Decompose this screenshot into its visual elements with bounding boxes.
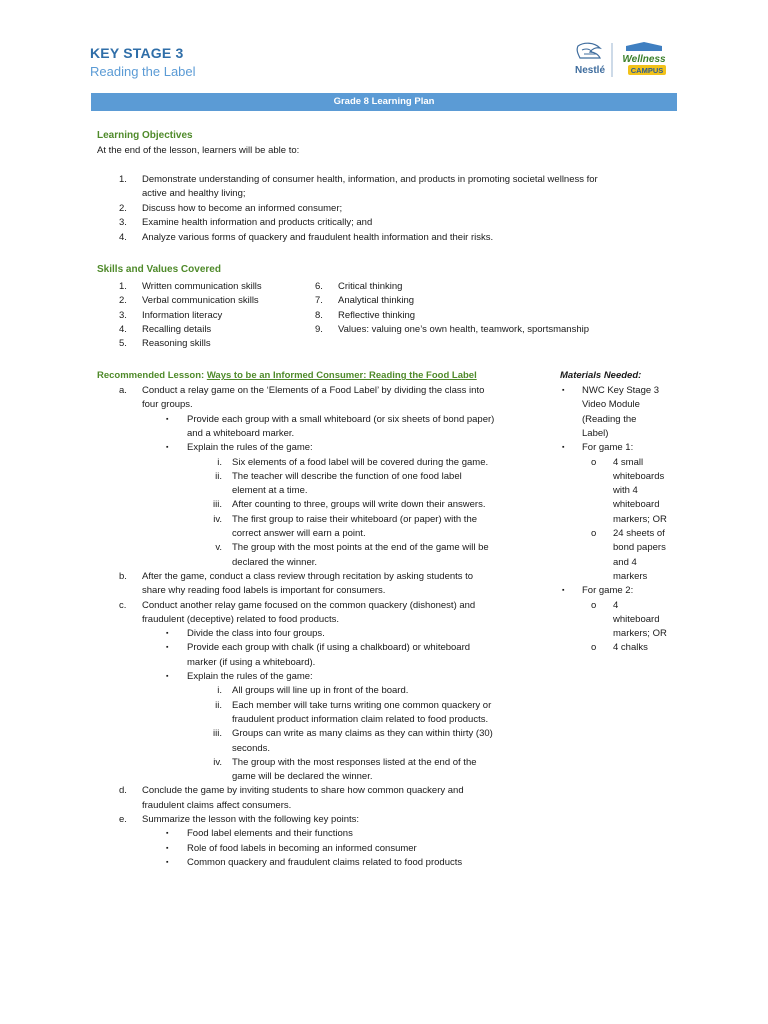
square-bullet-icon: ▪ xyxy=(166,444,169,452)
svg-text:CAMPUS: CAMPUS xyxy=(630,66,664,75)
material-text: 24 sheets of xyxy=(613,528,665,539)
skill-number: 9. xyxy=(315,323,323,335)
key-stage-title: KEY STAGE 3 xyxy=(90,45,184,61)
objective-text: Demonstrate understanding of consumer health, information, and products in promoting societal wellness for xyxy=(142,174,598,185)
skill-item: Analytical thinking xyxy=(338,295,415,307)
material-text: For game 1: xyxy=(582,442,634,454)
wellness-campus-badge xyxy=(622,42,666,75)
square-bullet-icon: ▪ xyxy=(562,444,565,452)
recommended-lesson-heading xyxy=(97,370,477,381)
circle-bullet-icon: o xyxy=(591,528,597,539)
nestle-wordmark: Nestlé xyxy=(575,65,606,76)
roman-numeral: iv. xyxy=(213,513,222,525)
material-text: markers xyxy=(613,570,648,582)
lesson-text: Conclude the game by inviting students to share how common quackery and xyxy=(142,785,464,797)
material-text: with 4 xyxy=(613,485,638,497)
lesson-text: seconds. xyxy=(232,742,271,754)
skill-number: 5. xyxy=(119,338,127,350)
material-text: and 4 xyxy=(613,556,637,568)
lesson-text: Conduct another relay game focused on the common quackery (dishonest) and xyxy=(142,599,476,611)
material-text: NWC Key Stage 3 xyxy=(582,385,660,396)
objective-text: Examine health information and products critically; and xyxy=(142,217,373,229)
square-bullet-icon: ▪ xyxy=(562,387,565,394)
lesson-text: Provide each group with chalk (if using a chalkboard) or whiteboard xyxy=(187,642,471,654)
skill-number: 4. xyxy=(119,323,127,335)
material-text: 4 xyxy=(613,599,619,611)
square-bullet-icon: ▪ xyxy=(166,830,169,838)
material-text: (Reading the xyxy=(582,413,637,425)
lesson-text: After counting to three, groups will write down their answers. xyxy=(232,499,486,511)
lesson-text: Provide each group with a small whiteboard (or six sheets of bond paper) xyxy=(187,413,495,425)
square-bullet-icon: ▪ xyxy=(562,587,565,595)
material-text: For game 2: xyxy=(582,585,634,597)
lesson-text: Each member will take turns writing one common quackery or xyxy=(232,699,492,711)
recommended-lesson-label: Recommended Lesson: xyxy=(97,370,207,381)
material-text: bond papers xyxy=(613,542,666,554)
roman-numeral: iii. xyxy=(213,499,222,511)
objective-number: 1. xyxy=(119,174,127,185)
lesson-text: Explain the rules of the game: xyxy=(187,442,313,454)
objective-number: 2. xyxy=(119,202,127,214)
skills-values-heading: Skills and Values Covered xyxy=(97,264,221,275)
skill-number: 2. xyxy=(119,295,127,307)
material-text: whiteboard xyxy=(613,499,660,511)
lesson-text: element at a time. xyxy=(232,485,308,497)
lesson-text: Food label elements and their functions xyxy=(187,828,353,840)
lesson-text: declared the winner. xyxy=(232,556,318,568)
circle-bullet-icon: o xyxy=(591,642,597,654)
learning-objectives-heading: Learning Objectives xyxy=(97,130,193,141)
circle-bullet-icon: o xyxy=(591,599,597,611)
lesson-text: After the game, conduct a class review through recitation by asking students to xyxy=(142,570,474,582)
roman-numeral: ii. xyxy=(215,470,222,482)
lesson-text: Role of food labels in becoming an informed consumer xyxy=(187,842,417,854)
objective-number: 3. xyxy=(119,217,127,229)
skill-item: Reflective thinking xyxy=(338,309,416,321)
skill-item: Values: valuing one’s own health, teamwork, sportsmanship xyxy=(338,323,590,335)
lesson-text: Conduct a relay game on the ‘Elements of a Food Label’ by dividing the class into xyxy=(142,385,485,396)
square-bullet-icon: ▪ xyxy=(166,630,169,638)
square-bullet-icon: ▪ xyxy=(166,858,169,866)
page-header xyxy=(90,45,196,80)
material-text: 4 chalks xyxy=(613,642,648,654)
grade-banner: Grade 8 Learning Plan xyxy=(91,93,677,111)
lesson-text: Groups can write as many claims as they can within thirty (30) xyxy=(232,728,493,740)
lesson-text: Explain the rules of the game: xyxy=(187,671,313,682)
material-text: 4 small xyxy=(613,456,644,468)
material-text: whiteboard xyxy=(613,613,660,625)
skill-item: Reasoning skills xyxy=(142,338,211,350)
skill-item: Written communication skills xyxy=(142,281,262,292)
lesson-text: fraudulent claims affect consumers. xyxy=(142,799,292,811)
lesson-text: fraudulent (deceptive) related to food products. xyxy=(142,613,339,625)
lesson-text: and a whiteboard marker. xyxy=(187,427,295,439)
material-text: Video Module xyxy=(582,399,640,411)
lesson-text: The teacher will describe the function of one food label xyxy=(232,470,462,482)
lesson-text: Summarize the lesson with the following key points: xyxy=(142,814,360,825)
step-letter: d. xyxy=(119,785,127,797)
step-letter: a. xyxy=(119,385,127,396)
step-letter: c. xyxy=(119,599,127,611)
roman-numeral: i. xyxy=(217,456,222,468)
materials-needed-heading: Materials Needed: xyxy=(560,370,642,381)
lesson-text: marker (if using a whiteboard). xyxy=(187,656,316,668)
lesson-text: four groups. xyxy=(142,399,193,411)
nestle-wellness-campus-logo xyxy=(572,40,676,80)
skill-item: Information literacy xyxy=(142,309,223,321)
lesson-text: correct answer will earn a point. xyxy=(232,528,366,539)
square-bullet-icon: ▪ xyxy=(166,844,169,852)
circle-bullet-icon: o xyxy=(591,456,597,468)
skill-number: 6. xyxy=(315,281,323,292)
objective-text: Discuss how to become an informed consumer; xyxy=(142,202,343,214)
square-bullet-icon: ▪ xyxy=(166,673,169,680)
skill-item: Critical thinking xyxy=(338,281,403,292)
skill-number: 7. xyxy=(315,295,323,307)
lesson-link[interactable]: Ways to be an Informed Consumer: Reading the Food Label xyxy=(206,370,477,381)
skill-number: 8. xyxy=(315,309,323,321)
lesson-text: The group with the most responses listed at the end of the xyxy=(232,756,477,768)
skill-number: 1. xyxy=(119,281,127,292)
skill-number: 3. xyxy=(119,309,127,321)
objectives-intro: At the end of the lesson, learners will be able to: xyxy=(97,145,300,156)
nestle-nest-icon xyxy=(577,43,600,58)
objective-text: Analyze various forms of quackery and fraudulent health information and their risks. xyxy=(142,231,494,243)
material-text: markers; OR xyxy=(613,513,667,525)
roman-numeral: ii. xyxy=(215,699,222,711)
skill-item: Verbal communication skills xyxy=(142,295,259,307)
lesson-text: Six elements of a food label will be covered during the game. xyxy=(232,456,489,468)
square-bullet-icon: ▪ xyxy=(166,415,169,423)
svg-text:Wellness: Wellness xyxy=(622,54,666,65)
skill-item: Recalling details xyxy=(142,323,212,335)
lesson-text: game will be declared the winner. xyxy=(232,771,373,783)
roman-numeral: iv. xyxy=(213,756,222,768)
square-bullet-icon: ▪ xyxy=(166,644,169,652)
lesson-text: fraudulent product information claim related to food products. xyxy=(232,713,489,725)
lesson-text: share why reading food labels is important for consumers. xyxy=(142,585,386,597)
material-text: markers; OR xyxy=(613,628,667,640)
lesson-text: Common quackery and fraudulent claims related to food products xyxy=(187,856,463,868)
objective-number: 4. xyxy=(119,231,127,243)
objective-text: active and healthy living; xyxy=(142,188,246,200)
roman-numeral: iii. xyxy=(213,728,222,740)
lesson-text: The first group to raise their whiteboard (or paper) with the xyxy=(232,513,478,525)
step-letter: b. xyxy=(119,570,127,582)
lesson-text: Divide the class into four groups. xyxy=(187,628,325,640)
page-subtitle: Reading the Label xyxy=(90,64,196,79)
step-letter: e. xyxy=(119,814,127,825)
lesson-text: All groups will line up in front of the board. xyxy=(232,685,409,697)
material-text: Label) xyxy=(582,427,609,439)
material-text: whiteboards xyxy=(613,470,665,482)
lesson-text: The group with the most points at the end of the game will be xyxy=(232,542,489,554)
roman-numeral: i. xyxy=(217,685,222,697)
roman-numeral: v. xyxy=(215,542,222,554)
